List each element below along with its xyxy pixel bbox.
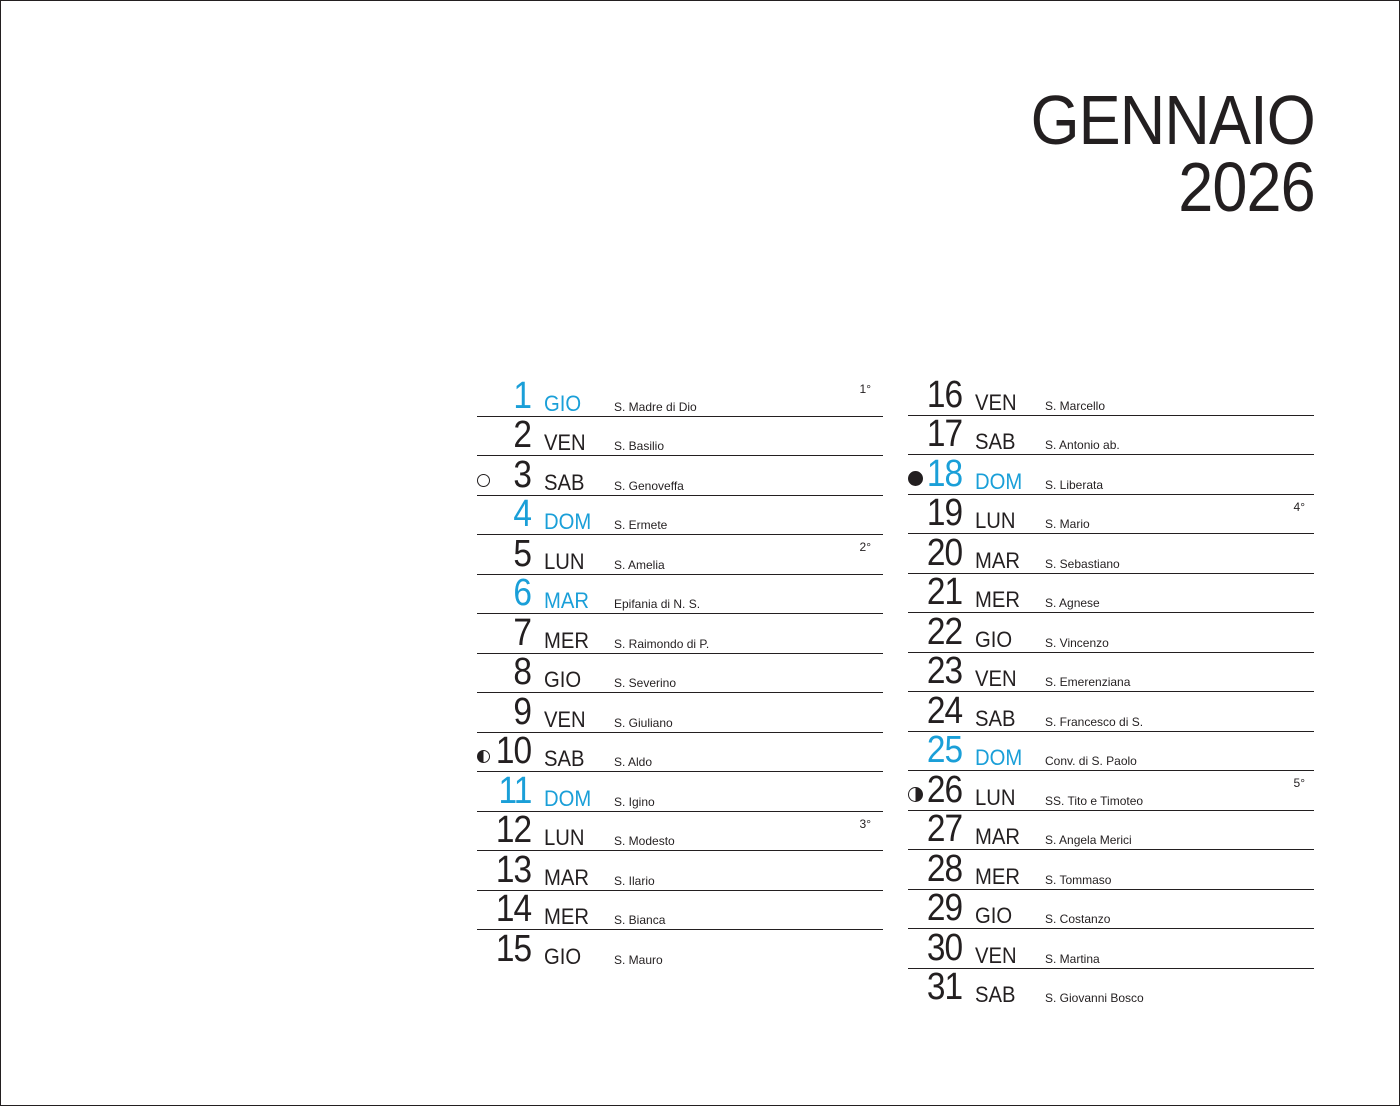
day-number: 19 [926, 492, 962, 534]
weekday-label: LUN [544, 548, 585, 574]
days-column-left [477, 374, 883, 970]
weekday-label: VEN [975, 389, 1017, 415]
day-row [908, 373, 1314, 416]
day-number: 11 [498, 769, 531, 812]
weekday-label: VEN [975, 942, 1017, 968]
day-number: 1 [513, 374, 531, 417]
day-number: 17 [926, 413, 962, 455]
weekday-label: MAR [544, 864, 589, 890]
weekday-label: SAB [975, 429, 1016, 454]
saint-name: S. Basilio [614, 439, 665, 453]
day-number: 9 [513, 690, 531, 733]
saint-name: S. Angela Merici [1045, 833, 1132, 847]
day-number: 31 [926, 966, 962, 1008]
day-row [477, 848, 883, 891]
day-row [908, 887, 1314, 930]
day-row [908, 847, 1314, 890]
weekday-label: MER [544, 904, 589, 929]
saint-name: S. Mauro [614, 952, 663, 967]
day-row [477, 769, 883, 812]
day-number: 4 [513, 493, 531, 535]
day-row [908, 926, 1314, 969]
saint-name: S. Ermete [614, 518, 668, 532]
saint-name: S. Costanzo [1045, 912, 1111, 926]
day-number: 2 [513, 414, 531, 456]
day-number: 28 [926, 847, 962, 890]
saint-name: S. Bianca [614, 913, 666, 927]
day-row [908, 808, 1314, 851]
saint-name: S. Severino [614, 676, 677, 690]
day-number: 16 [926, 373, 962, 416]
saint-name: S. Sebastiano [1045, 556, 1120, 571]
weekday-label: MER [544, 627, 589, 653]
day-number: 29 [926, 887, 962, 929]
day-number: 7 [513, 611, 531, 654]
day-row [477, 374, 883, 417]
saint-name: S. Aldo [614, 755, 653, 769]
weekday-label: GIO [975, 626, 1013, 652]
day-number: 18 [926, 452, 962, 495]
saint-name: S. Igino [614, 794, 655, 809]
saint-name: S. Giovanni Bosco [1045, 991, 1144, 1005]
weekday-label: GIO [544, 943, 582, 969]
day-row [477, 690, 883, 733]
day-row [477, 453, 883, 496]
day-number: 5 [513, 532, 531, 575]
week-number: 4° [1293, 499, 1305, 514]
day-number: 25 [926, 729, 962, 771]
saint-name: S. Genoveffa [614, 478, 684, 493]
day-row [477, 611, 883, 654]
saint-name: Epifania di N. S. [614, 597, 701, 611]
saint-name: S. Martina [1045, 951, 1100, 966]
weekday-label: DOM [975, 745, 1023, 770]
day-row [477, 651, 883, 694]
year-label: 2026 [1178, 147, 1315, 226]
days-column-right [908, 373, 1314, 1008]
weekday-label: GIO [544, 667, 582, 692]
day-number: 21 [926, 571, 962, 613]
day-row [908, 768, 1314, 811]
week-number: 1° [859, 382, 871, 396]
weekday-label: LUN [975, 508, 1016, 533]
saint-name: S. Antonio ab. [1045, 438, 1120, 452]
day-row [477, 572, 883, 615]
day-row [477, 493, 883, 536]
day-row [477, 927, 883, 970]
weekday-label: GIO [975, 903, 1013, 928]
day-row [908, 610, 1314, 653]
day-row [908, 650, 1314, 693]
month-title [1030, 81, 1315, 226]
saint-name: S. Madre di Dio [614, 399, 697, 414]
weekday-label: DOM [544, 785, 592, 811]
saint-name: S. Agnese [1045, 596, 1100, 610]
weekday-label: GIO [544, 390, 582, 416]
weekday-label: MER [975, 863, 1020, 889]
moon-phase-last-icon [477, 750, 490, 763]
saint-name: S. Amelia [614, 557, 665, 572]
saint-name: S. Francesco di S. [1045, 714, 1144, 729]
day-row [908, 689, 1314, 732]
day-number: 3 [513, 453, 531, 496]
weekday-label: MER [975, 587, 1020, 612]
day-number: 30 [926, 926, 962, 969]
day-row [477, 809, 883, 852]
day-number: 27 [926, 808, 962, 850]
weekday-label: MAR [975, 824, 1020, 849]
saint-name: S. Giuliano [614, 715, 673, 730]
day-row [908, 413, 1314, 456]
day-number: 10 [495, 730, 531, 772]
day-row [477, 414, 883, 457]
day-number: 26 [926, 768, 962, 811]
saint-name: S. Mario [1045, 517, 1090, 531]
moon-phase-first-icon [908, 787, 923, 802]
weekday-label: SAB [544, 469, 585, 495]
saint-name: SS. Tito e Timoteo [1045, 793, 1144, 808]
saint-name: S. Liberata [1045, 477, 1104, 492]
weekday-label: LUN [975, 784, 1016, 810]
weekday-label: MAR [544, 588, 589, 613]
weekday-label: SAB [544, 746, 585, 771]
week-number: 5° [1293, 776, 1305, 790]
day-row [908, 966, 1314, 1008]
day-row [477, 888, 883, 931]
moon-phase-full-icon [477, 474, 490, 487]
saint-name: S. Ilario [614, 873, 655, 888]
saint-name: Conv. di S. Paolo [1045, 754, 1137, 768]
weekday-label: SAB [975, 982, 1016, 1007]
weekday-label: LUN [544, 825, 585, 850]
saint-name: S. Raimondo di P. [614, 636, 710, 651]
weekday-label: MAR [975, 547, 1020, 573]
weekday-label: VEN [975, 666, 1017, 691]
day-number: 20 [926, 531, 962, 574]
day-row [908, 531, 1314, 574]
weekday-label: VEN [544, 430, 586, 455]
day-row [477, 730, 883, 773]
day-number: 6 [513, 572, 531, 614]
day-number: 12 [495, 809, 531, 851]
weekday-label: DOM [975, 468, 1023, 494]
day-row [908, 492, 1314, 535]
saint-name: S. Modesto [614, 834, 675, 848]
day-number: 15 [495, 927, 531, 970]
weekday-label: VEN [544, 706, 586, 732]
day-row [908, 571, 1314, 614]
saint-name: S. Tommaso [1045, 872, 1112, 887]
day-number: 8 [513, 651, 531, 693]
moon-phase-new-icon [908, 471, 923, 486]
week-number: 3° [859, 816, 871, 831]
saint-name: S. Marcello [1045, 398, 1106, 413]
day-row [908, 452, 1314, 495]
day-number: 13 [495, 848, 531, 891]
day-row [477, 532, 883, 575]
saint-name: S. Emerenziana [1045, 675, 1131, 689]
day-number: 22 [926, 610, 962, 653]
saint-name: S. Vincenzo [1045, 635, 1109, 650]
week-number: 2° [859, 540, 871, 554]
weekday-label: DOM [544, 509, 592, 534]
month-name: GENNAIO [1030, 81, 1315, 159]
day-number: 23 [926, 650, 962, 692]
day-number: 24 [926, 689, 962, 732]
weekday-label: SAB [975, 705, 1016, 731]
day-row [908, 729, 1314, 772]
day-number: 14 [495, 888, 531, 930]
